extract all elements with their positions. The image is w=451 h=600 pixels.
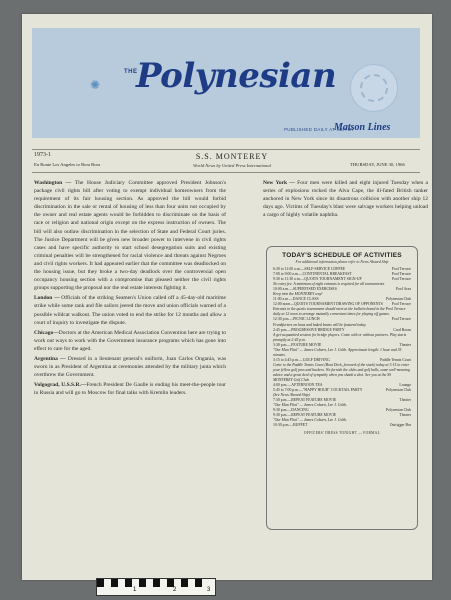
schedule-event	[273, 287, 411, 297]
event-note: Frankfurters on buns and baked beans will be featured today.	[273, 322, 367, 327]
story-chicago: Chicago—Doctors at the American Medical Association Convention here are trying to work out ways to work with the Government insurance programs which has gone into effect to care for the aged.	[34, 329, 226, 352]
event-location: Theater	[399, 398, 411, 403]
event-title: 9:30 p.m.—REPEAT FEATURE MOVIE	[273, 413, 337, 418]
newspaper-title: Polynesian	[136, 56, 337, 96]
event-location: Pool Terrace	[391, 272, 411, 277]
event-title: 4:00 p.m.—AFTERNOON TEA	[273, 383, 323, 388]
event-location: Pool Terrace	[391, 317, 411, 322]
event-title: 10:00 a.m.—SUPERVISED EXERCISES	[273, 287, 337, 292]
schedule-event	[273, 277, 411, 287]
event-title: 9:30 p.m.—DANCING	[273, 408, 309, 413]
schedule-subtitle: For additional information please refer to News Aboard Ship	[295, 260, 389, 264]
newspaper-page	[22, 14, 432, 580]
event-title: 2:45 p.m.—PROGRESSIVE BRIDGE PARTY	[273, 327, 345, 332]
event-title: 12:00 noon—QUOITS TOURNAMENT DRAWING OF OPPONENTS	[273, 302, 383, 307]
ruler-label: 2	[173, 587, 177, 593]
matson-seal-icon	[350, 64, 398, 112]
event-location: Pool Terrace	[391, 277, 411, 282]
issue-code: 1973-1	[34, 152, 51, 158]
ruler-label: 1	[133, 587, 137, 593]
event-title: 3:30 p.m.—FEATURE MOVIE	[273, 342, 322, 347]
event-location: Card Room	[393, 327, 411, 332]
event-note: Keep trim the MONTEREY way!	[273, 292, 323, 297]
ruler-label: 3	[207, 587, 211, 593]
publisher-line: PUBLISHED DAILY AT SEA BY	[284, 127, 355, 132]
story-london: London — Officials of the striking Seamen's Union called off a 45-day-old maritime strike while some rank and file sailors jeered the move and union officials warned of a possible wildcat walkout. The union voted to end the strike for 12 months and allow a court of inquiry to investigate the dispute.	[34, 295, 226, 326]
right-column	[263, 179, 428, 219]
event-location: Lounge	[399, 383, 411, 388]
event-location: Theater	[399, 413, 411, 418]
event-title: 9:30 to 11:30 a.m.—QUOITS TOURNAMENT SIGN-UP	[273, 277, 362, 282]
ship-name: S.S. MONTEREY	[195, 152, 269, 161]
matson-lines-logo: Matson Lines	[334, 122, 391, 133]
schedule-list	[273, 267, 411, 429]
star-emblem-icon: ✺	[90, 78, 101, 92]
story-new-york: New York — Four men were killed and eight injured Tuesday when a series of explosions rocked the Alva Cape, the ill-fated British tanker anchored in New York since its disastrous collision with another ship 12 days ago. Victims of Tuesday's blast were salvage workers helping unload a cargo of highly volatile naphtha.	[263, 180, 428, 219]
schedule-event	[273, 343, 411, 358]
masthead-the: THE	[124, 69, 138, 75]
event-note: A get-acquainted session for bridge players. Come with or without partners. Play starts promptly at 2:45 p.m.	[273, 332, 407, 342]
story-volgograd: Volgograd, U.S.S.R.—French President De Gaulle is ending his meet-the-people tour in Russia and will go to Moscow for final talks with Kremlin leaders.	[34, 382, 227, 397]
schedule-footer: OFFICERS' DRESS TONIGHT — FORMAL	[303, 430, 381, 435]
event-title: 11:00 a.m.—DANCE CLASS	[273, 297, 319, 302]
schedule-event	[273, 413, 411, 423]
event-note: No entry fee. A minimum of eight entrants is required for all tournaments.	[273, 282, 386, 287]
wire-credit: World News by United Press International	[193, 163, 271, 168]
schedule-event	[273, 388, 411, 398]
event-title: 6:30 to 11:00 a.m.—SELF-SERVICE COFFEE	[273, 267, 346, 271]
top-rule	[32, 149, 420, 150]
event-note: Come to the Paddle Tennis Court (Boat Deck, forward of the stack) today at 3:15 to enter your fellow golf pros and hackers. We furnish the clubs and golf balls, some well-meaning advice and a great deal of sympathy when you shank a shot. See you at the SS MONTEREY Golf Club.	[273, 362, 410, 383]
event-title: 3:15 to 4:45 p.m.—GOLF DRIVING	[273, 357, 330, 362]
event-title: 10:30 p.m.—BUFFET	[273, 423, 308, 428]
event-note: "Our Man Flint" — James Coburn, Lee J. Cobb. Approximate length: 1 hour and 35 minutes.	[273, 347, 402, 357]
route: En Route Los Angeles to Bora Bora	[34, 162, 101, 167]
event-note: Entrants in the quoits tournament should meet at the bulletin board in the Pool Terrace daily at 12 noon to arrange mutually convenient times for playing off games.	[273, 307, 406, 317]
schedule-event	[273, 358, 411, 383]
dateline-rule	[32, 172, 420, 173]
event-note: "Our Man Flint" — James Coburn, Lee J. Cobb.	[273, 418, 347, 423]
event-location: Polynesian Club	[386, 408, 411, 413]
event-location: Paddle Tennis Court	[380, 357, 411, 362]
scale-ruler	[96, 578, 216, 596]
schedule-event	[273, 328, 411, 343]
event-note: "Our Man Flint" — James Coburn, Lee J. Cobb.	[273, 403, 347, 408]
schedule-event	[273, 317, 411, 327]
masthead	[32, 28, 420, 138]
schedule-event	[273, 423, 411, 428]
event-location: Polynesian Club	[386, 297, 411, 302]
event-location: Pool Terrace	[391, 302, 411, 307]
schedule-event	[273, 398, 411, 408]
schedule-title: TODAY'S SCHEDULE OF ACTIVITIES	[282, 252, 402, 259]
schedule-event	[273, 302, 411, 317]
event-location: Pool Area	[395, 287, 411, 292]
left-column	[34, 179, 226, 399]
event-location: Pool Terrace	[391, 267, 411, 271]
event-location: Theater	[399, 342, 411, 347]
event-title: 12:30 p.m.—PICNIC LUNCH	[273, 317, 320, 322]
issue-date: THURSDAY, JUNE 30, 1966	[350, 162, 405, 167]
story-washington: Washington — The House Judiciary Committee approved President Johnson's package civil rights bill after voting to exempt individual homeowners from the requirement of its fair housing section. As approved the bill would forbid discrimination in the sale or rental of housing of less than four units not occupied by the owner and real estate agents would be forbidden to discriminate on the basis of race or religion and national origin except on the express instruction of owners. The bill will also outlaw discrimination in the selection of State and Federal Court juries. The Justice Department will be given new broader power to intervene in civil rights cases and have specific authority to start school desegregation suits and existing criminal penalties will be strengthened for racial violence and threats against Negroes and civil rights workers. It had appeared earlier that the committee was deadlocked on the housing issue, but they broke a two-day deadlock over the controversial open occupancy housing section with a compromise that pleased neither the civil rights groups supporting the proposal nor the real estate interests fighting it.	[34, 180, 227, 292]
event-location: Polynesian Club	[386, 388, 411, 393]
schedule-box	[266, 246, 418, 530]
event-title: 7:30 p.m.—REPEAT FEATURE MOVIE	[273, 398, 337, 403]
event-title: 5:45 to 7:00 p.m.—"HAPPY HOUR" COCKTAIL PARTY	[273, 388, 363, 393]
event-location: Outrigger Bar	[389, 423, 411, 428]
story-argentina: Argentina — Dressed in a lieutenant general's uniform, Juan Carlos Ongania, was sworn in as President of Argentina at ceremonies attended by the military junta which overthrew the Government.	[34, 355, 226, 379]
event-note: (See News Aboard Ship)	[273, 393, 310, 398]
event-title: 7:00 to 9:00 a.m.—CONTINENTAL BREAKFAST	[273, 272, 352, 277]
